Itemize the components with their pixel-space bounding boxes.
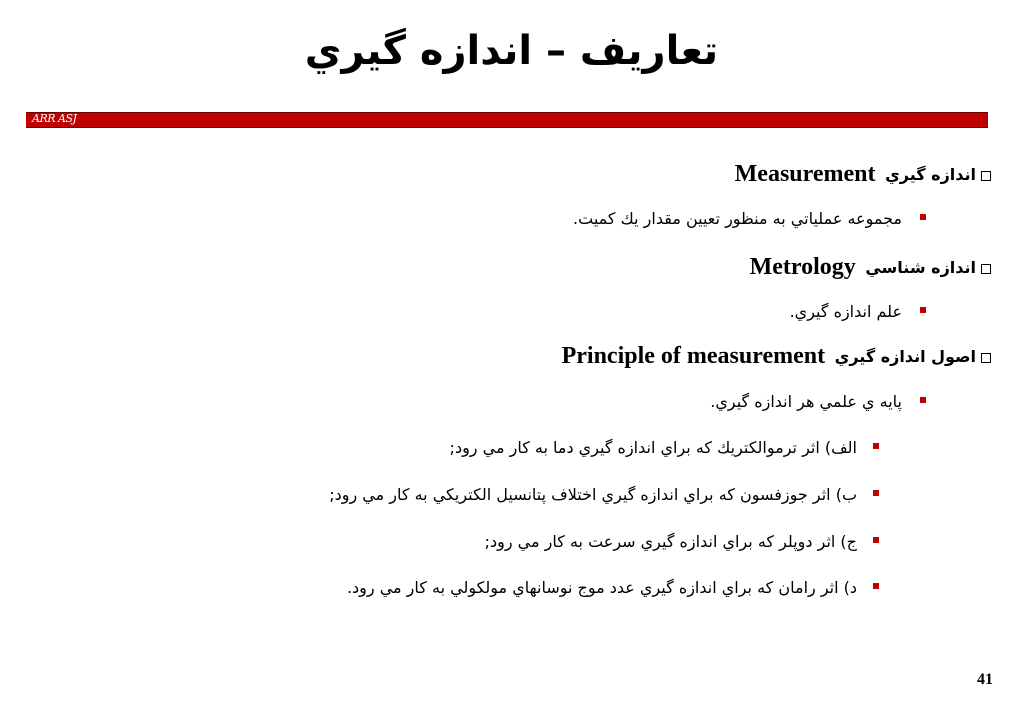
definition-term-en: Metrology bbox=[749, 254, 856, 280]
red-square-bullet-icon bbox=[873, 443, 879, 449]
definition-term-en: Principle of measurement bbox=[561, 343, 826, 369]
example-item: د) اثر رامان كه براي اندازه گيري عدد موج نوسانهاي مولكولي به كار مي رود. bbox=[346, 578, 857, 597]
hollow-square-bullet-icon bbox=[981, 171, 991, 181]
header-bar bbox=[26, 112, 988, 128]
red-square-bullet-icon bbox=[920, 397, 926, 403]
example-item: ب) اثر جوزفسون كه براي اندازه گيري اختلاف پتانسيل الكتريكي به كار مي رود; bbox=[329, 485, 857, 504]
definition-term-fa: اندازه شناسي bbox=[865, 258, 976, 277]
red-square-bullet-icon bbox=[873, 583, 879, 589]
red-square-bullet-icon bbox=[873, 537, 879, 543]
definition-text: علم اندازه گيري. bbox=[789, 302, 902, 321]
page-number: 41 bbox=[977, 671, 993, 688]
slide-title: تعاريف – اندازه گيري bbox=[304, 28, 719, 74]
definition-text: مجموعه عملياتي به منظور تعيين مقدار يك كميت. bbox=[573, 209, 902, 228]
red-square-bullet-icon bbox=[873, 490, 879, 496]
hollow-square-bullet-icon bbox=[981, 264, 991, 274]
definition-term-fa: اصول اندازه گيري bbox=[834, 347, 976, 366]
example-item: الف) اثر ترموالكتريك كه براي اندازه گيري دما به كار مي رود; bbox=[449, 438, 857, 457]
header-logo: ARR ASJ bbox=[32, 112, 77, 125]
red-square-bullet-icon bbox=[920, 307, 926, 313]
definition-term-en: Measurement bbox=[734, 161, 876, 187]
definition-text: پايه ي علمي هر اندازه گيري. bbox=[710, 392, 902, 411]
red-square-bullet-icon bbox=[920, 214, 926, 220]
hollow-square-bullet-icon bbox=[981, 353, 991, 363]
definition-heading-metrology bbox=[750, 254, 976, 281]
definition-term-fa: اندازه گيري bbox=[885, 165, 976, 184]
definition-heading-principle bbox=[562, 343, 976, 370]
definition-heading-measurement bbox=[735, 161, 976, 188]
example-item: ج) اثر دوپلر كه براي اندازه گيري سرعت به كار مي رود; bbox=[484, 532, 857, 551]
